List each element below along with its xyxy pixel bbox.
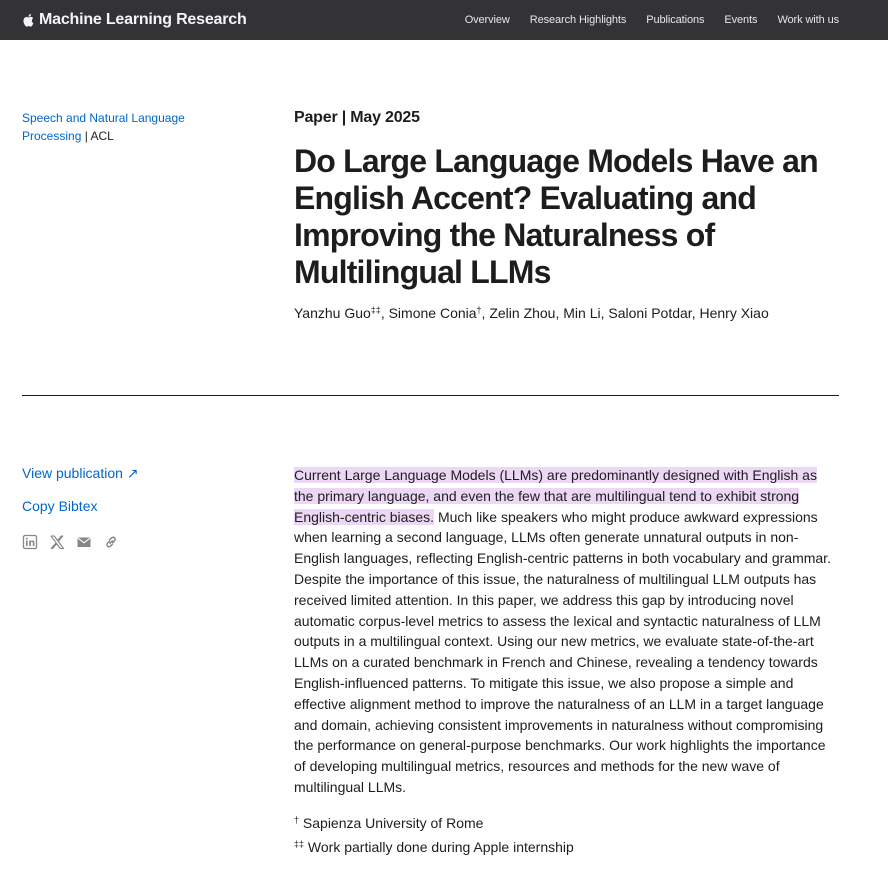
author-name: Henry Xiao bbox=[699, 305, 769, 321]
abstract-highlighted-text: Current Large Language Models (LLMs) are predominantly designed with English as the primary language, and even the few that are multilingual tend to exhibit strong English-centric biases. bbox=[294, 467, 817, 525]
global-header bbox=[0, 0, 888, 40]
share-icons bbox=[22, 534, 119, 550]
paper-topic bbox=[22, 109, 222, 145]
author-name: Zelin Zhou bbox=[489, 305, 556, 321]
section-divider bbox=[22, 395, 839, 396]
author-name: Saloni Potdar bbox=[608, 305, 692, 321]
abstract bbox=[294, 465, 839, 798]
link-icon[interactable] bbox=[103, 534, 119, 550]
author-name: Simone Conia bbox=[388, 305, 477, 321]
apple-logo-icon bbox=[22, 13, 34, 27]
author-name: Yanzhu Guo bbox=[294, 305, 371, 321]
nav-research-highlights[interactable]: Research Highlights bbox=[529, 14, 627, 26]
brand-title: Machine Learning Research bbox=[39, 11, 247, 28]
paper-kicker: Paper | May 2025 bbox=[294, 109, 420, 126]
topic-separator: | bbox=[84, 129, 88, 143]
brand-link[interactable] bbox=[22, 0, 247, 40]
footnote-text: Sapienza University of Rome bbox=[299, 815, 484, 831]
nav-work-with-us[interactable]: Work with us bbox=[777, 14, 839, 26]
author-name: Min Li bbox=[563, 305, 601, 321]
paper-title: Do Large Language Models Have an English Accent? Evaluating and Improving the Naturalness of Multilingual LLMs bbox=[294, 143, 818, 290]
author-affiliation-mark: ‡‡ bbox=[370, 305, 381, 315]
nav-publications[interactable]: Publications bbox=[646, 14, 705, 26]
abstract-text: Much like speakers who might produce awkward expressions when learning a second language, LLMs often generate unnatural outputs in non-English languages, reflecting English-centric patterns in both vocabulary and grammar. Despite the importance of this issue, the naturalness of multilingual LLM outputs has received limited attention. In this paper, we address this gap by introducing novel automatic corpus-level metrics to assess the lexical and syntactic naturalness of LLM outputs in a multilingual context. Using our new metrics, we evaluate state-of-the-art LLMs on a curated benchmark in French and Chinese, revealing a tendency towards English-influenced patterns. To mitigate this issue, we also propose a simple and effective alignment method to improve the naturalness of an LLM in a target language and domain, achieving consistent improvements in naturalness without compromising the performance on general-purpose benchmarks. Our work highlights the importance of developing multilingual metrics, resources and methods for the new wave of multilingual LLMs. bbox=[294, 508, 831, 795]
main-nav bbox=[445, 0, 839, 40]
topic-link[interactable]: Speech and Natural Language Processing bbox=[22, 111, 185, 143]
nav-events[interactable]: Events bbox=[724, 14, 758, 26]
footnote-mark: ‡‡ bbox=[294, 838, 305, 849]
footnote bbox=[294, 834, 839, 858]
author-affiliation-mark: † bbox=[476, 305, 482, 315]
author-list: Yanzhu Guo‡‡, Simone Conia†, Zelin Zhou, Min Li, Saloni Potdar, Henry Xiao bbox=[294, 305, 769, 321]
email-icon[interactable] bbox=[76, 534, 92, 550]
view-publication-link[interactable]: View publication ↗ bbox=[22, 465, 139, 481]
linkedin-icon[interactable] bbox=[22, 534, 38, 550]
footnote-text: Work partially done during Apple internship bbox=[304, 838, 574, 855]
copy-bibtex-button[interactable]: Copy Bibtex bbox=[22, 498, 98, 514]
footnotes bbox=[294, 810, 839, 857]
footnote-mark: † bbox=[294, 815, 300, 825]
x-icon[interactable] bbox=[49, 534, 65, 550]
nav-overview[interactable]: Overview bbox=[464, 14, 510, 26]
footnote bbox=[294, 810, 839, 834]
venue-label: ACL bbox=[90, 129, 114, 143]
